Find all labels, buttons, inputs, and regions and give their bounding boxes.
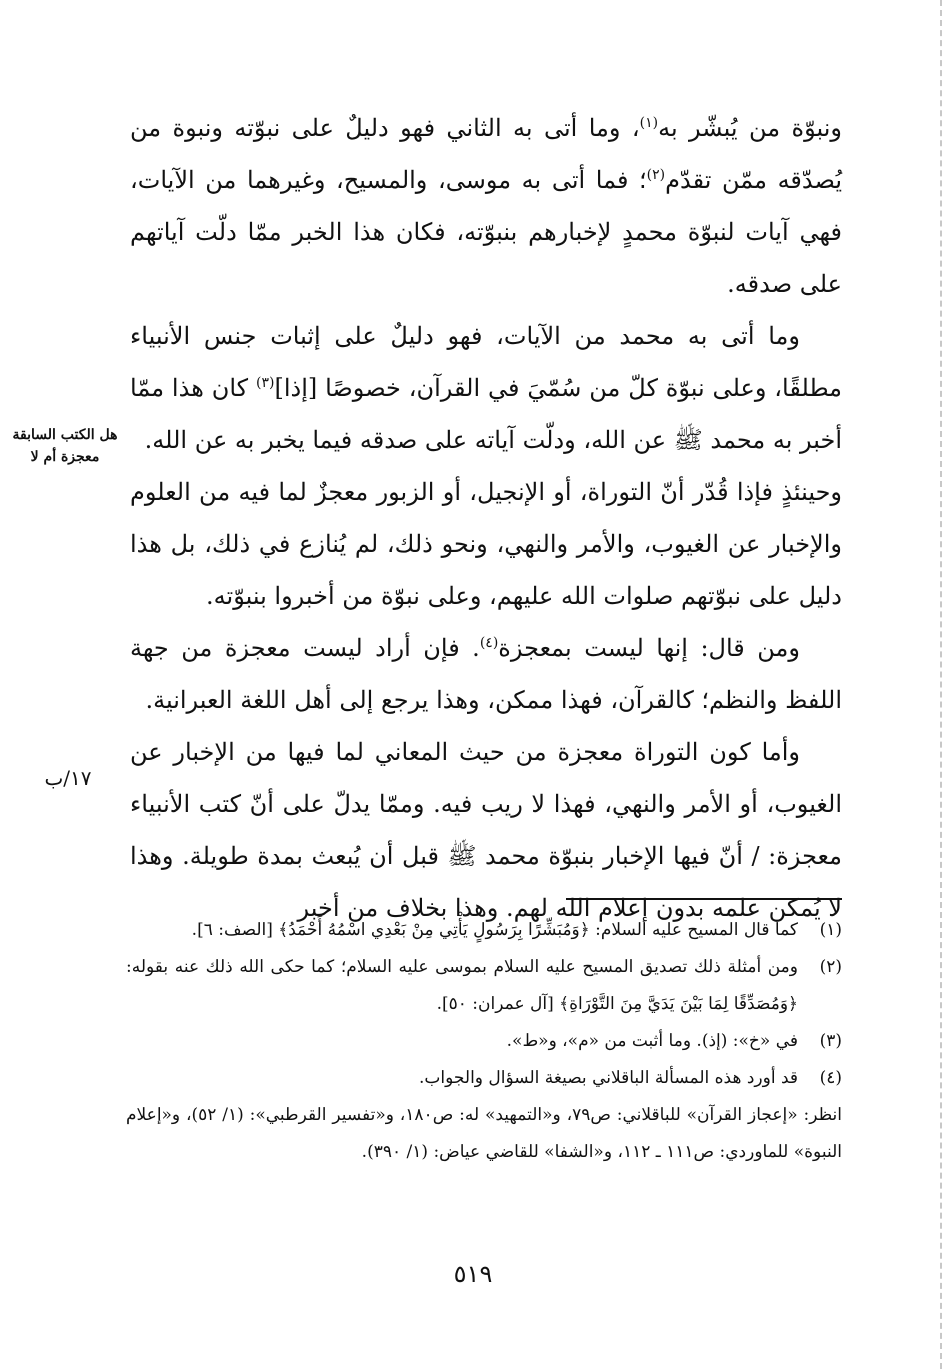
- footnote-ref-2[interactable]: (٢): [646, 167, 666, 183]
- paragraph-1: [130, 102, 842, 310]
- margin-folio-marker: ١٧/ب: [44, 766, 92, 790]
- page-number: ٥١٩: [453, 1260, 493, 1288]
- paragraph-2-part-b: كان هذا ممّا أخبر به محمد ﷺ عن الله، ودلّت آياته على صدقه فيما يخبر به عن الله.: [130, 374, 842, 454]
- footnote-ref-4[interactable]: (٤): [479, 635, 499, 651]
- footnote-number: (٤): [819, 1068, 842, 1088]
- page-edge-dashed-line: [940, 0, 946, 1369]
- footnote-4: [126, 1060, 842, 1097]
- footnote-number: (٢): [819, 957, 842, 977]
- footnote-text: في «خ»: (إذ). وما أثبت من «م»، و«ط».: [506, 1031, 798, 1051]
- footnote-ref-3[interactable]: (٣): [256, 375, 275, 391]
- footnote-text: قد أورد هذه المسألة الباقلاني بصيغة السؤال والجواب.: [419, 1068, 798, 1088]
- paragraph-1-part-a: ونبوّة من يُبشّر به: [658, 114, 842, 142]
- paragraph-2-part-a: وما أتى به محمد من الآيات، فهو دليلٌ على إثبات جنس الأنبياء مطلقًا، وعلى نبوّة كلّ من سُمّيَ في القرآن، خصوصًا [إذا]: [130, 322, 842, 402]
- main-text-block: [130, 102, 842, 934]
- paragraph-1-part-b: ، وما أتى به الثاني فهو دليلٌ على نبوّته ونبوة من يُصدّقه ممّن تقدّم: [130, 114, 842, 194]
- footnote-number: (٣): [819, 1031, 842, 1051]
- margin-heading: هل الكتب السابقة معجزة أم لا: [12, 427, 118, 465]
- paragraph-4-part-a: ومن قال: إنها ليست بمعجزة: [498, 634, 800, 662]
- footnote-3: [126, 1023, 842, 1060]
- footnote-separator: [566, 898, 842, 900]
- paragraph-3: وحينئذٍ فإذا قُدّر أنّ التوراة، أو الإنجيل، أو الزبور معجزٌ لما فيه من العلوم والإخبار عن الغيوب، والأمر والنهي، ونحو ذلك، لم يُنازع في ذلك، بل هذا دليل على نبوّتهم صلوات الله عليهم، وعلى نبوّة من أخبروا بنبوّته.: [130, 478, 843, 610]
- footnote-text: ومن أمثلة ذلك تصديق المسيح عليه السلام بموسى عليه السلام؛ كما حكى الله ذلك عنه بقوله: ﴿وَمُصَدِّقًا لِمَا بَيْنَ يَدَيَّ مِنَ التَّوْرَاةِ﴾ [آل عمران: ٥٠].: [126, 957, 798, 1014]
- footnote-ref-1[interactable]: (١): [639, 115, 659, 131]
- footnotes-block: [126, 912, 842, 1171]
- paragraph-4-part-b: . فإن أراد ليست معجزة من جهة اللفظ والنظم؛ كالقرآن، فهذا ممكن، وهذا يرجع إلى أهل اللغة العبرانية.: [130, 634, 842, 714]
- footnote-1: [126, 912, 842, 949]
- footnote-4-references: انظر: «إعجاز القرآن» للباقلاني: ص٧٩، و«التمهيد» له: ص١٨٠، و«تفسير القرطبي»: (١/ ٥٢)، و«إعلام النبوة» للماوردي: ص١١١ ـ ١١٢، و«الشفا» للقاضي عياض: (١/ ٣٩٠).: [126, 1105, 842, 1162]
- footnote-2: [126, 949, 842, 1023]
- paragraph-2: [130, 310, 842, 466]
- paragraph-1-part-c: ؛ فما أتى به موسى، والمسيح، وغيرهما من الآيات، فهي آيات لنبوّة محمدٍ لإخبارهم بنبوّته، فكان هذا الخبر ممّا دلّت آياتهم على صدقه.: [130, 166, 842, 298]
- footnote-number: (١): [819, 920, 842, 940]
- paragraph-5: وأما كون التوراة معجزة من حيث المعاني لما فيها من الإخبار عن الغيوب، أو الأمر والنهي، فهذا لا ريب فيه. وممّا يدلّ على أنّ كتب الأنبياء معجزة: / أنّ فيها الإخبار بنبوّة محمد ﷺ قبل أن يُبعث بمدة طويلة. وهذا لا يُمكن علمه بدون إعلام الله لهم. وهذا بخلاف من أخبر: [130, 738, 842, 922]
- footnote-text: كما قال المسيح عليه السلام: ﴿وَمُبَشِّرًا بِرَسُولٍ يَأْتِي مِنْ بَعْدِي اسْمُهُ أَحْمَدُ﴾ [الصف: ٦].: [191, 920, 798, 940]
- paragraph-4: [130, 622, 842, 726]
